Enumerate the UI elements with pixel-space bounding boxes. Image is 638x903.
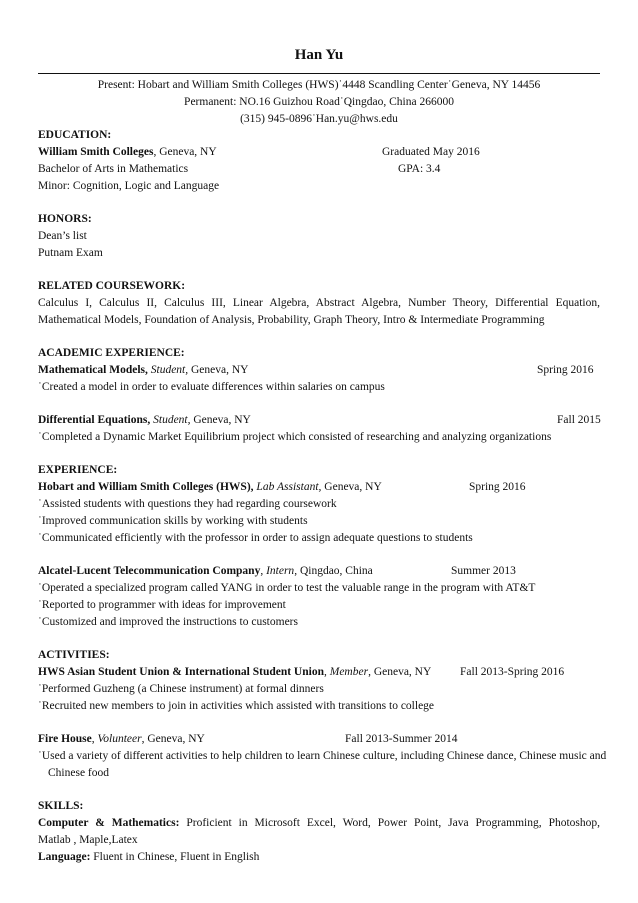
activities-heading: ACTIVITIES: bbox=[38, 649, 110, 661]
entry-role: Volunteer bbox=[97, 733, 142, 745]
skills-heading: SKILLS: bbox=[38, 800, 84, 812]
coursework-line: Calculus I, Calculus II, Calculus III, Linear Algebra, Abstract Algebra, Number Theory, Differential Equation, bbox=[38, 297, 600, 309]
entry-date: Fall 2015 bbox=[557, 414, 601, 426]
experience-heading: EXPERIENCE: bbox=[38, 464, 118, 476]
contact-info: (315) 945-0896˙Han.yu@hws.edu bbox=[240, 113, 398, 125]
degree: Bachelor of Arts in Mathematics bbox=[38, 163, 189, 175]
coursework-line: Mathematical Models, Foundation of Analysis, Probability, Graph Theory, Intro & Intermediate Programming bbox=[38, 314, 545, 326]
entry-date: Fall 2013-Summer 2014 bbox=[345, 733, 458, 745]
resume-name: Han Yu bbox=[294, 47, 344, 63]
honors-heading: HONORS: bbox=[38, 213, 92, 225]
school-name: William Smith Colleges bbox=[38, 146, 154, 158]
entry-role: Student, bbox=[153, 414, 191, 426]
entry-title: HWS Asian Student Union & International Student Union bbox=[38, 666, 324, 678]
entry-date: Spring 2016 bbox=[469, 481, 526, 493]
coursework-heading: RELATED COURSEWORK: bbox=[38, 280, 186, 292]
skills-computer-label: Computer & Mathematics: bbox=[38, 817, 180, 829]
skills-computer-line bbox=[38, 815, 600, 831]
entry-title: Hobart and William Smith Colleges (HWS), bbox=[38, 481, 254, 493]
entry-role: Student, bbox=[150, 364, 189, 376]
entry-role: Intern bbox=[266, 565, 295, 577]
honor-item: Putnam Exam bbox=[38, 247, 103, 259]
entry-location: Geneva, NY bbox=[373, 666, 432, 678]
skills-language-text: Fluent in Chinese, Fluent in English bbox=[93, 851, 260, 863]
entry-bullet-continuation: Chinese food bbox=[48, 767, 110, 779]
entry-bullet: ˙Reported to programmer with ideas for improvement bbox=[38, 599, 286, 611]
skills-computer-text: Proficient in Microsoft Excel, Word, Power Point, Java Programming, Photoshop, bbox=[186, 817, 601, 829]
school-location: , Geneva, NY bbox=[153, 146, 217, 158]
skills-language-line bbox=[38, 849, 259, 865]
entry-title: Differential Equations, bbox=[38, 414, 151, 426]
header-divider bbox=[38, 73, 600, 74]
academic-entry-title bbox=[38, 412, 251, 428]
entry-date: Fall 2013-Spring 2016 bbox=[460, 666, 565, 678]
entry-bullet: ˙Operated a specialized program called YANG in order to test the valuable range in the program with AT&T bbox=[38, 582, 536, 594]
entry-location: Geneva, NY bbox=[193, 414, 251, 426]
honor-item: Dean’s list bbox=[38, 230, 87, 242]
entry-date: Spring 2016 bbox=[537, 364, 594, 376]
entry-bullet: ˙Completed a Dynamic Market Equilibrium project which consisted of researching and analyzing organizations bbox=[38, 431, 552, 443]
entry-location: Geneva, NY bbox=[191, 364, 249, 376]
entry-bullet: ˙Improved communication skills by working with students bbox=[38, 515, 308, 527]
entry-bullet: ˙Assisted students with questions they had regarding coursework bbox=[38, 498, 337, 510]
academic-entry-title bbox=[38, 362, 248, 378]
entry-role: Member bbox=[329, 666, 369, 678]
entry-bullet: ˙Customized and improved the instructions to customers bbox=[38, 616, 298, 628]
entry-bullet: ˙Communicated efficiently with the professor in order to assign adequate questions to students bbox=[38, 532, 473, 544]
minor: Minor: Cognition, Logic and Language bbox=[38, 180, 220, 192]
skills-computer-continuation: Matlab , Maple,Latex bbox=[38, 834, 138, 846]
academic-heading: ACADEMIC EXPERIENCE: bbox=[38, 347, 185, 359]
experience-entry-title bbox=[38, 479, 382, 495]
experience-entry-title: Alcatel-Lucent Telecommunication Company, Intern, Qingdao, China bbox=[38, 565, 373, 577]
entry-bullet: ˙Recruited new members to join in activities which assisted with transitions to college bbox=[38, 700, 435, 712]
entry-title: Fire House bbox=[38, 733, 92, 745]
permanent-address: Permanent: NO.16 Guizhou Road˙Qingdao, China 266000 bbox=[184, 96, 454, 108]
entry-title: Mathematical Models, bbox=[38, 364, 148, 376]
education-school-line bbox=[38, 144, 217, 160]
entry-location: Qingdao, China bbox=[299, 565, 373, 577]
activity-entry-title: Fire House, Volunteer, Geneva, NY bbox=[38, 733, 205, 745]
entry-location: Geneva, NY bbox=[147, 733, 205, 745]
entry-role: Lab Assistant, bbox=[256, 481, 322, 493]
present-address: Present: Hobart and William Smith Colleges (HWS)˙4448 Scandling Center˙Geneva, NY 14456 bbox=[97, 79, 541, 91]
entry-bullet: ˙Used a variety of different activities to help children to learn Chinese culture, including Chinese dance, Chinese music and bbox=[38, 750, 607, 762]
entry-bullet: ˙Created a model in order to evaluate differences within salaries on campus bbox=[38, 381, 385, 393]
entry-date: Summer 2013 bbox=[451, 565, 516, 577]
entry-bullet: ˙Performed Guzheng (a Chinese instrument) at formal dinners bbox=[38, 683, 324, 695]
education-heading: EDUCATION: bbox=[38, 129, 112, 141]
skills-language-label: Language: bbox=[38, 851, 91, 863]
activity-entry-title: HWS Asian Student Union & International Student Union, Member, Geneva, NY bbox=[38, 666, 432, 678]
graduation-date: Graduated May 2016 bbox=[382, 146, 480, 158]
entry-title: Alcatel-Lucent Telecommunication Company bbox=[38, 565, 261, 577]
entry-location: Geneva, NY bbox=[324, 481, 382, 493]
gpa: GPA: 3.4 bbox=[398, 163, 441, 175]
